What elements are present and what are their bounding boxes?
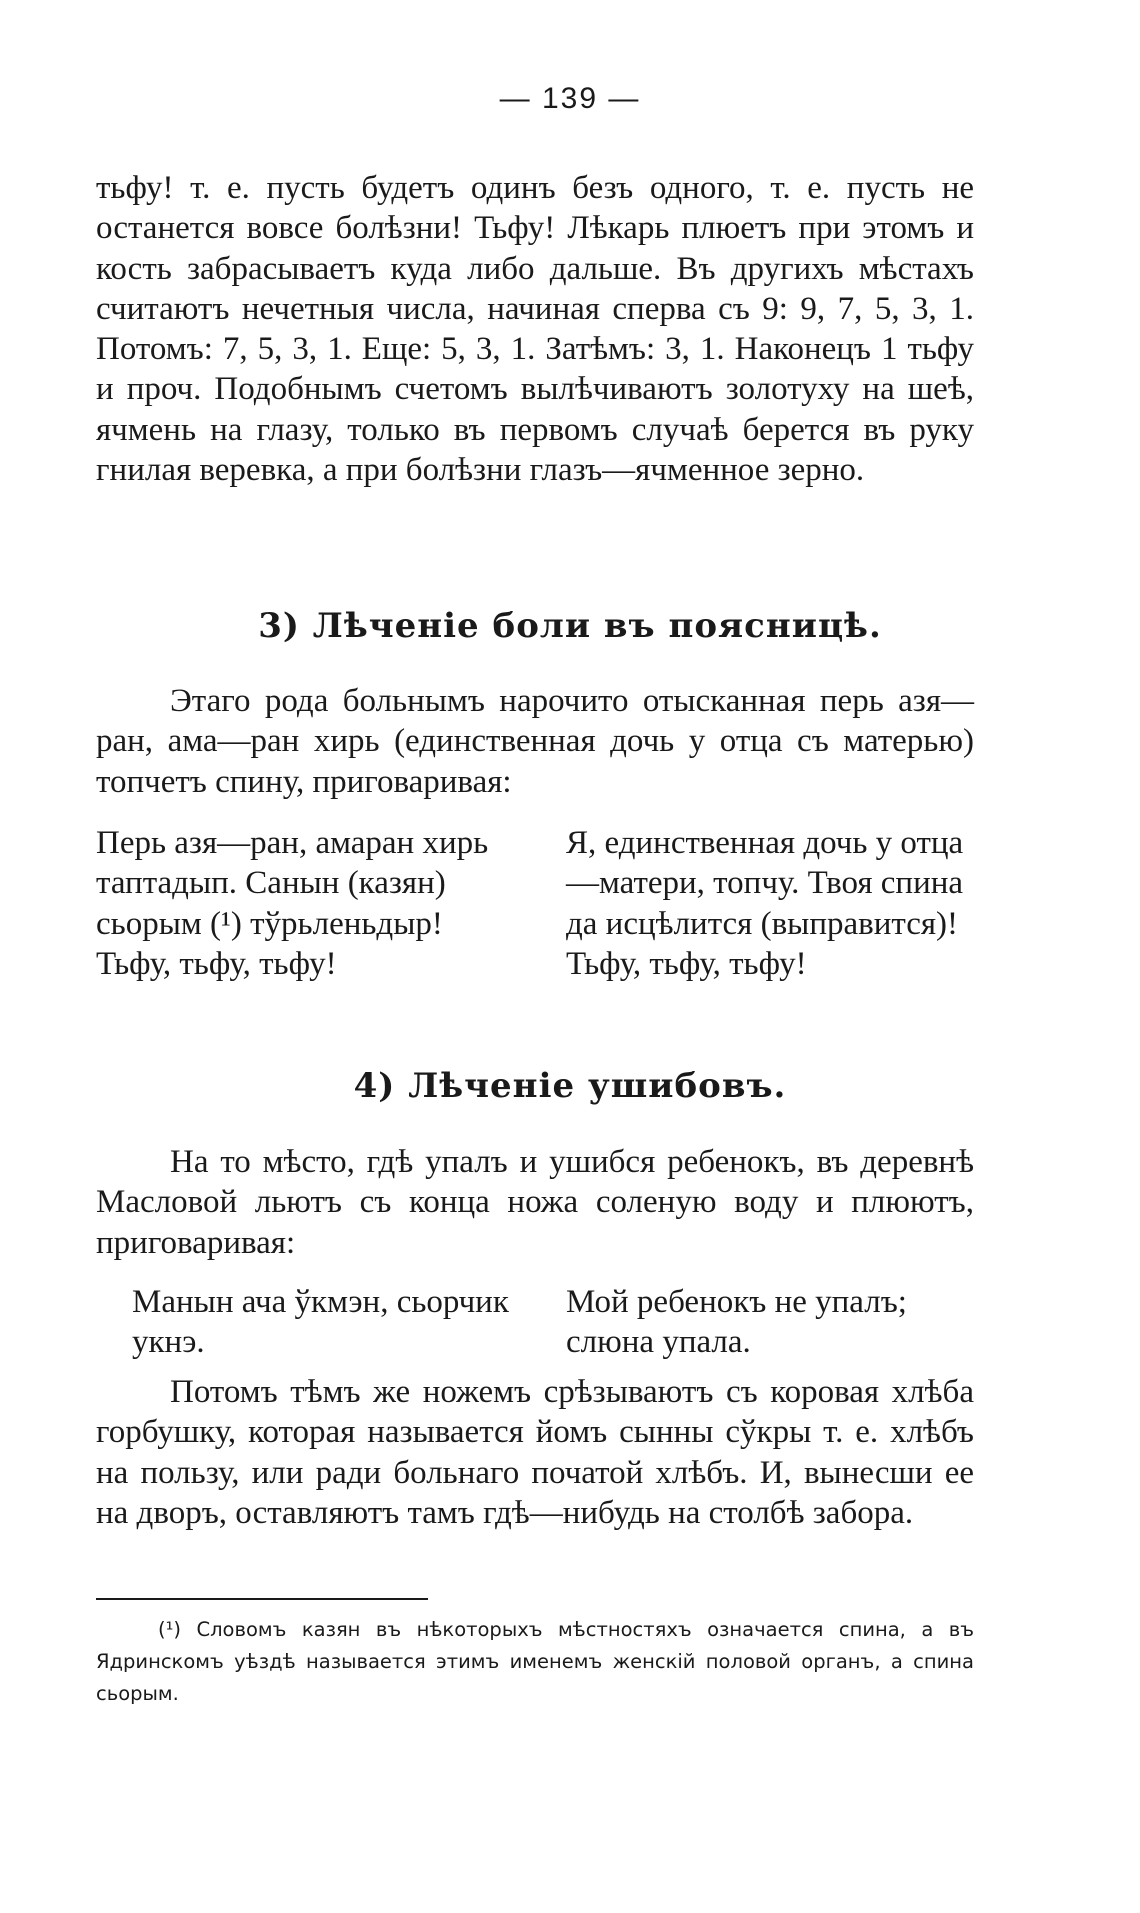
chant-text: Перь азя—ран, амаран хирь таптадып. Санын (казян) сьорым (¹) тўрьленьдыр! Тьфу, тьфу, тьфу! [96, 825, 489, 982]
section-heading-bruises: 4) Лѣченіе ушибовъ. [353, 1066, 787, 1106]
paragraph-text: Этаго рода больнымъ нарочито отысканная перь азя—ран, ама—ран хирь (единственная дочь у отца съ матерью) топчетъ спину, приговаривая: [96, 683, 974, 800]
chant-chuvash-back-pain [96, 823, 526, 984]
chant-translation-back-pain [566, 823, 974, 984]
footnote [96, 1614, 974, 1710]
chant-chuvash-bruises [132, 1282, 532, 1363]
paragraph-text: тьфу! т. е. пусть будетъ одинъ безъ одного, т. е. пусть не останется вовсе болѣзни! Тьфу! Лѣкарь плюетъ при этомъ и кость забрасываетъ куда либо дальше. Въ другихъ мѣстахъ считаютъ нечетныя числа, начиная сперва съ 9: 9, 7, 5, 3, 1. Потомъ: 7, 5, 3, 1. Еще: 5, 3, 1. Затѣмъ: 3, 1. Наконецъ 1 тьфу и проч. Подобнымъ счетомъ вылѣчиваютъ золотуху на шеѣ, ячмень на глазу, только въ первомъ случаѣ берется въ руку гнилая веревка, а при болѣзни глазъ—ячменное зерно. [96, 170, 974, 489]
page-number: — 139 — [499, 82, 641, 115]
chant-text: Я, единственная дочь у отца—матери, топчу. Твоя спина да исцѣлится (выправится)! Тьфу, тьфу, тьфу! [566, 825, 964, 982]
section-heading-back-pain: 3) Лѣченіе боли въ поясницѣ. [258, 606, 882, 646]
paragraph-bruises-intro [96, 1142, 974, 1263]
chant-text: Мой ребенокъ не упалъ; слюна упала. [566, 1284, 907, 1361]
paragraph-bread-ritual [96, 1372, 974, 1533]
paragraph-text: На то мѣсто, гдѣ упалъ и ушибся ребенокъ, въ деревнѣ Масловой льютъ съ конца ножа соленую воду и плюютъ, приговаривая: [96, 1144, 974, 1261]
paragraph-back-pain-intro [96, 681, 974, 802]
footnote-text: (¹) Словомъ казян въ нѣкоторыхъ мѣстностяхъ означается спина, а въ Ядринскомъ уѣздѣ называется этимъ именемъ женскій половой органъ, а спина сьорым. [96, 1618, 974, 1705]
chant-text: Манын ача ўкмэн, сьорчик укнэ. [132, 1284, 509, 1361]
footnote-divider [96, 1598, 428, 1600]
chant-translation-bruises [566, 1282, 974, 1363]
paragraph-counting-cure [96, 168, 974, 490]
paragraph-text: Потомъ тѣмъ же ножемъ срѣзываютъ съ коровая хлѣба горбушку, которая называется йомъ сынны сўкры т. е. хлѣбъ на пользу, или ради больнаго початой хлѣбъ. И, вынесши ее на дворъ, оставляютъ тамъ гдѣ—нибудь на столбѣ забора. [96, 1374, 974, 1531]
